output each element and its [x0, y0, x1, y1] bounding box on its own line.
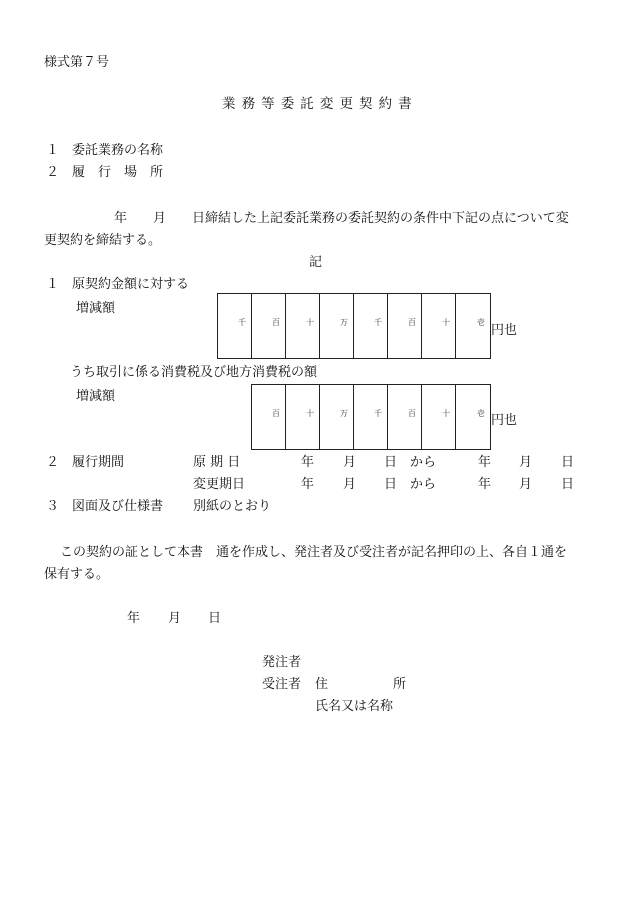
ki-label: 記 [309, 255, 323, 270]
chg-start-day: 日 [384, 477, 398, 492]
unit-label: 十 [442, 318, 450, 327]
item1-label: 委託業務の名称 [72, 143, 164, 158]
unit-label: 千 [374, 409, 382, 418]
tax-amount-cell[interactable] [388, 385, 422, 449]
form-number: 様式第７号 [44, 55, 110, 70]
orig-end-day: 日 [561, 455, 575, 470]
amount-cell[interactable] [218, 294, 252, 358]
tax-amount-cell[interactable] [456, 385, 490, 449]
unit-label: 十 [306, 409, 314, 418]
tax-label: うち取引に係る消費税及び地方消費税の額 [70, 365, 318, 380]
unit-label: 千 [374, 318, 382, 327]
amount-grid [217, 293, 491, 359]
unit-label: 百 [408, 409, 416, 418]
closing-line-1: この契約の証として本書 通を作成し、発注者及び受注者が記名押印の上、各自１通を [60, 545, 568, 560]
orig-kara: から [410, 455, 437, 470]
sec1-label: 原契約金額に対する [72, 277, 190, 292]
unit-label: 百 [272, 409, 280, 418]
item2-label: 履 行 場 所 [72, 165, 164, 180]
chg-end-month: 月 [519, 477, 533, 492]
chg-start-month: 月 [343, 477, 357, 492]
orig-end-year: 年 [478, 455, 492, 470]
address-label: 住 所 [315, 677, 407, 692]
sec3-number: ３ [46, 499, 60, 514]
sec2-number: ２ [46, 455, 60, 470]
tax-increase-label: 増減額 [76, 389, 116, 404]
amount-cell[interactable] [388, 294, 422, 358]
item2-number: ２ [46, 165, 60, 180]
sign-day: 日 [208, 611, 222, 626]
tax-amount-cell[interactable] [320, 385, 354, 449]
tax-amount-cell[interactable] [354, 385, 388, 449]
orig-start-day: 日 [384, 455, 398, 470]
unit-label: 壱 [477, 409, 485, 418]
name-label: 氏名又は名称 [315, 699, 394, 714]
unit-label: 万 [340, 409, 348, 418]
unit-label: 千 [238, 318, 246, 327]
unit-label: 百 [408, 318, 416, 327]
sec1-number: １ [46, 277, 60, 292]
document-title: 業務等委託変更契約書 [222, 96, 418, 112]
amount-cell[interactable] [286, 294, 320, 358]
orig-start-year: 年 [301, 455, 315, 470]
tax-amount-cell[interactable] [252, 385, 286, 449]
original-date-label: 原 期 日 [193, 455, 241, 470]
sec3-label: 図面及び仕様書 [72, 499, 164, 514]
tax-yen-label: 円也 [491, 413, 518, 428]
amount-cell[interactable] [252, 294, 286, 358]
changed-date-label: 変更期日 [193, 477, 246, 492]
amount-cell[interactable] [422, 294, 456, 358]
amount-cell[interactable] [354, 294, 388, 358]
amount-cell[interactable] [320, 294, 354, 358]
chg-end-year: 年 [478, 477, 492, 492]
closing-line-2: 保有する。 [44, 567, 110, 582]
intro-line-2: 更契約を締結する。 [44, 233, 162, 248]
contractor-label: 受注者 [262, 677, 302, 692]
sign-month: 月 [168, 611, 182, 626]
intro-year: 年 [114, 211, 128, 226]
item1-number: １ [46, 143, 60, 158]
orig-start-month: 月 [343, 455, 357, 470]
sec1-increase-label: 増減額 [76, 301, 116, 316]
chg-end-day: 日 [561, 477, 575, 492]
tax-amount-cell[interactable] [422, 385, 456, 449]
unit-label: 万 [340, 318, 348, 327]
orig-end-month: 月 [519, 455, 533, 470]
chg-start-year: 年 [301, 477, 315, 492]
sign-year: 年 [127, 611, 141, 626]
unit-label: 十 [442, 409, 450, 418]
unit-label: 十 [306, 318, 314, 327]
tax-amount-grid [251, 384, 491, 450]
unit-label: 百 [272, 318, 280, 327]
intro-line-1: 日締結した上記委託業務の委託契約の条件中下記の点について変 [192, 211, 569, 226]
unit-label: 壱 [477, 318, 485, 327]
sec2-label: 履行期間 [72, 455, 125, 470]
tax-amount-cell[interactable] [286, 385, 320, 449]
sec3-value: 別紙のとおり [193, 499, 272, 514]
chg-kara: から [410, 477, 437, 492]
yen-label: 円也 [491, 323, 518, 338]
intro-month: 月 [153, 211, 167, 226]
amount-cell[interactable] [456, 294, 490, 358]
orderer-label: 発注者 [262, 655, 302, 670]
